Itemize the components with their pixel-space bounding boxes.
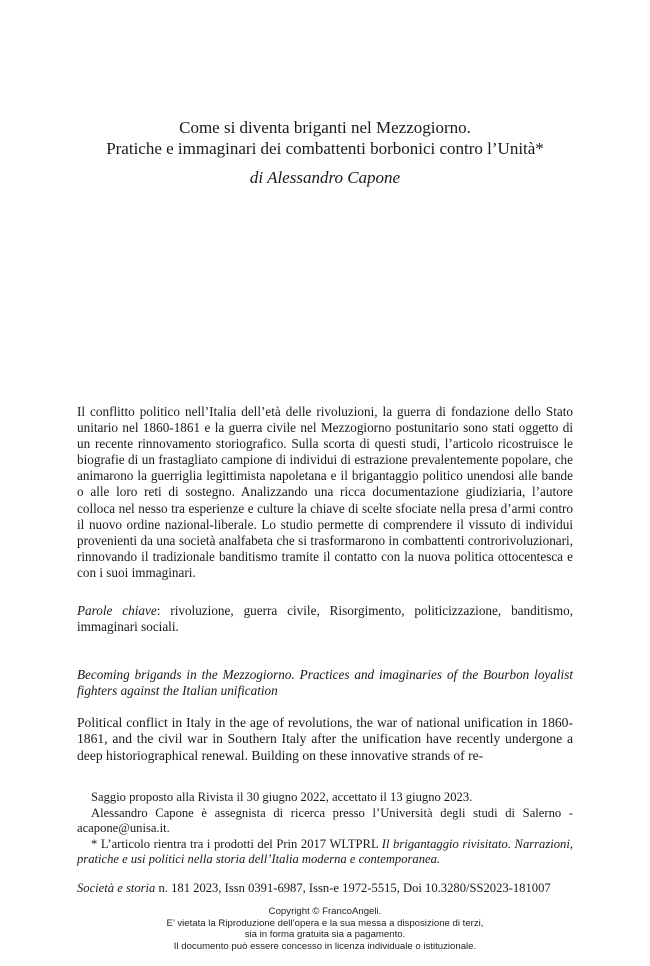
copyright-line-1: Copyright © FrancoAngeli.: [268, 906, 382, 917]
title-line-1: Come si diventa briganti nel Mezzogiorno.: [179, 118, 471, 137]
title-line-2: Pratiche e immaginari dei combattenti borbonici contro l’Unità*: [106, 139, 544, 158]
funding-note: [77, 837, 573, 868]
keywords-text: : rivoluzione, guerra civile, Risorgimento, politicizzazione, banditismo, immaginari sociali.: [77, 603, 573, 635]
funding-note-text: * L’articolo rientra tra i prodotti del Prin 2017 WLTPRL: [91, 836, 382, 851]
copyright-line-4: Il documento può essere concesso in licenza individuale o istituzionale.: [173, 940, 477, 952]
article-title: [40, 117, 610, 159]
keywords-label: Parole chiave: [77, 603, 157, 618]
submission-note: Saggio proposto alla Rivista il 30 giugno 2022, accettato il 13 giugno 2023.: [91, 790, 473, 804]
journal-citation: [77, 881, 573, 896]
copyright-line-2: E’ vietata la Riproduzione dell’opera e la sua messa a disposizione di terzi,: [166, 917, 484, 929]
affiliation-note: Alessandro Capone è assegnista di ricerca presso l’Università degli studi di Salerno - acapone@unisa.it.: [77, 805, 573, 836]
copyright-notice: [40, 906, 610, 952]
keywords: [77, 603, 573, 635]
english-title: Becoming brigands in the Mezzogiorno. Practices and imaginaries of the Bourbon loyalist fighters against the Italian unification: [77, 667, 573, 699]
journal-name: Società e storia: [77, 881, 156, 895]
abstract-english: Political conflict in Italy in the age of revolutions, the war of national unification in 1860-1861, and the civil war in Southern Italy after the unification have recently undergone a deep historiographical renewal. Building on these innovative strands of re-: [77, 715, 573, 763]
abstract-italian: Il conflitto politico nell’Italia dell’età delle rivoluzioni, la guerra di fondazione dello Stato unitario nel 1860-1861 e la guerra civile nel Mezzogiorno postunitario sono stati oggetto di un recente rinnovamento storiografico. Sulla scorta di questi studi, l’articolo ricostruisce le biografie di un frastagliato campione di individui di estrazione prevalentemente popolare, che animarono la guerriglia legittimista napoletana e il brigantaggio politico unendosi alle bande o alle loro reti di sostegno. Analizzando una ricca documentazione giudiziaria, l’autore colloca nel nesso tra esperienze e culture la chiave di scelte sfociate nella presa d’armi contro il nuovo ordine nazional-liberale. Lo studio permette di comprendere il vissuto di individui provenienti da una società analfabeta che si trasformarono in combattenti controrivoluzionari, rinnovando il tradizionale banditismo tramite il contatto con la nuova politica ottocentesca e con i suoi immaginari.: [77, 404, 573, 580]
funding-note-project: Il brigantaggio rivisitato. Narrazioni, pratiche e usi politici nella storia dell’Italia moderna e contemporanea.: [77, 836, 573, 867]
citation-details: n. 181 2023, Issn 0391-6987, Issn-e 1972-5515, Doi 10.3280/SS2023-181007: [155, 881, 551, 895]
article-author: di Alessandro Capone: [249, 168, 401, 187]
copyright-line-3: sia in forma gratuita sia a pagamento.: [244, 929, 406, 941]
footnotes: [77, 790, 573, 868]
